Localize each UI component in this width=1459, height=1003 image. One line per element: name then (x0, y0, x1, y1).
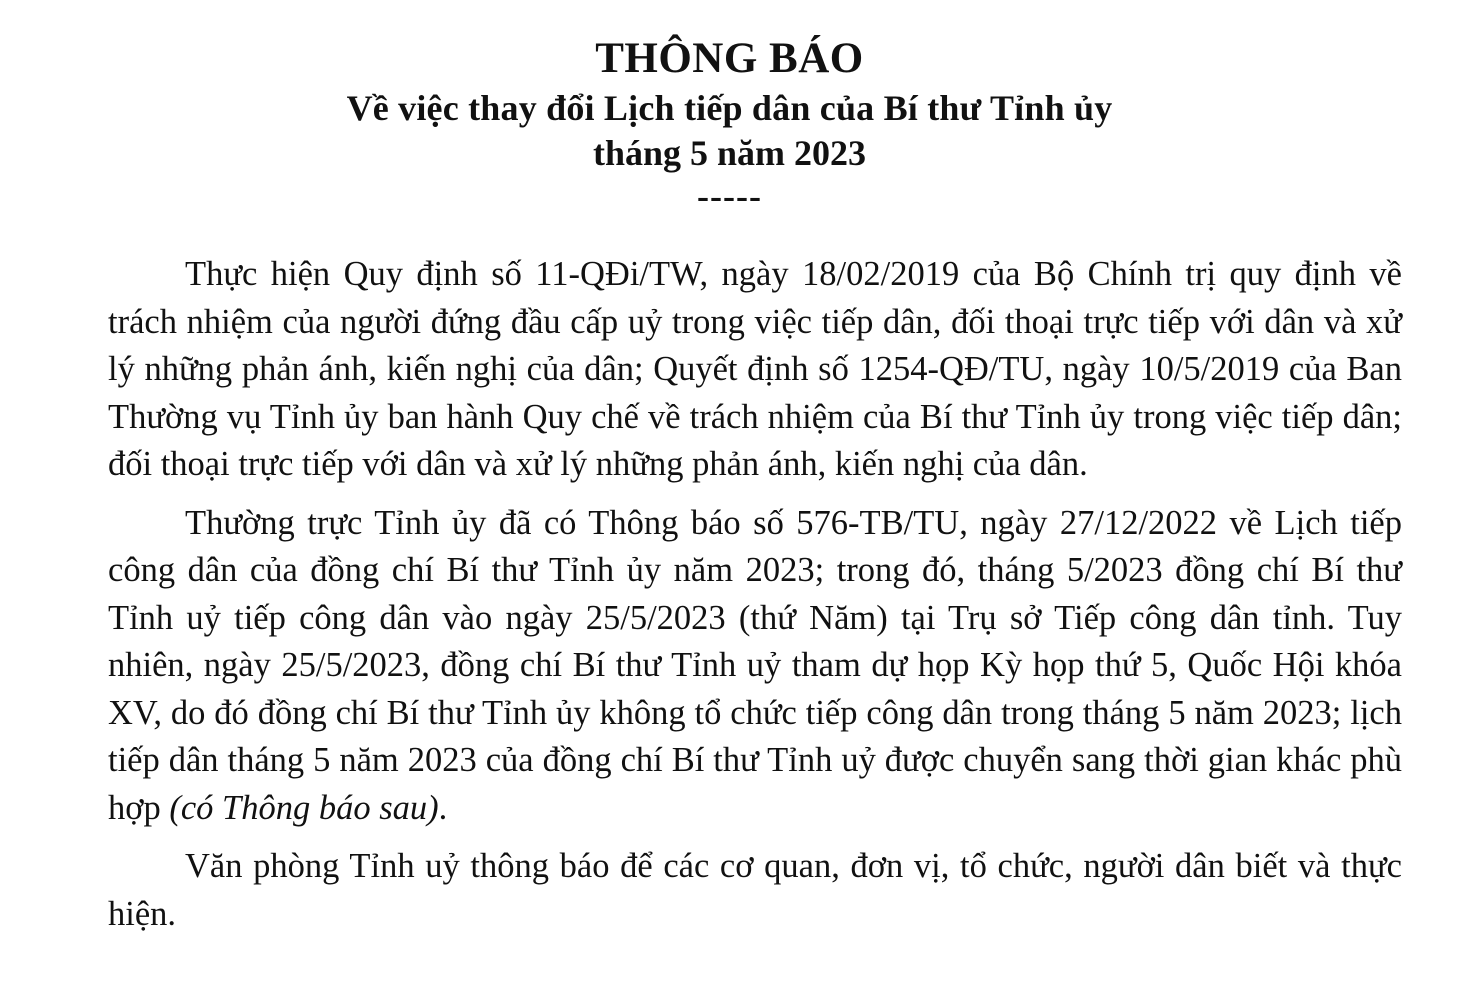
paragraph-end: . (438, 788, 448, 827)
paragraph-text: Văn phòng Tỉnh uỷ thông báo để các cơ quan, đơn vị, tổ chức, người dân biết và thực hiện. (108, 847, 1402, 933)
title-divider: ----- (697, 176, 762, 216)
paragraph-text: Thực hiện Quy định số 11-QĐi/TW, ngày 18/02/2019 của Bộ Chính trị quy định về trách nhiệm của người đứng đầu cấp uỷ trong việc tiếp dân, đối thoại trực tiếp với dân và xử lý những phản ánh, kiến nghị của dân; Quyết định số 1254-QĐ/TU, ngày 10/5/2019 của Ban Thường vụ Tỉnh ủy ban hành Quy chế về trách nhiệm của Bí thư Tỉnh ủy trong việc tiếp dân; đối thoại trực tiếp với dân và xử lý những phản ánh, kiến nghị của dân. (108, 255, 1402, 483)
document-title: THÔNG BÁO (595, 35, 864, 82)
paragraph-closing (108, 843, 1402, 938)
paragraph-legal-basis (108, 251, 1402, 489)
paragraph-schedule-change (108, 500, 1402, 833)
document-subtitle-line-2: tháng 5 năm 2023 (592, 133, 867, 173)
document-subtitle-line-1: Về việc thay đổi Lịch tiếp dân của Bí thư Tỉnh ủy (346, 88, 1113, 128)
paragraph-note: (có Thông báo sau) (169, 788, 439, 827)
document-body (108, 251, 1402, 938)
paragraph-text: Thường trực Tỉnh ủy đã có Thông báo số 576-TB/TU, ngày 27/12/2022 về Lịch tiếp công dân của đồng chí Bí thư Tỉnh ủy năm 2023; trong đó, tháng 5/2023 đồng chí Bí thư Tỉnh uỷ tiếp công dân vào ngày 25/5/2023 (thứ Năm) tại Trụ sở Tiếp công dân tỉnh. Tuy nhiên, ngày 25/5/2023, đồng chí Bí thư Tỉnh uỷ tham dự họp Kỳ họp thứ 5, Quốc Hội khóa XV, do đó đồng chí Bí thư Tỉnh ủy không tổ chức tiếp công dân trong tháng 5 năm 2023; lịch tiếp dân tháng 5 năm 2023 của đồng chí Bí thư Tỉnh uỷ được chuyển sang thời gian khác phù hợp (108, 503, 1402, 827)
